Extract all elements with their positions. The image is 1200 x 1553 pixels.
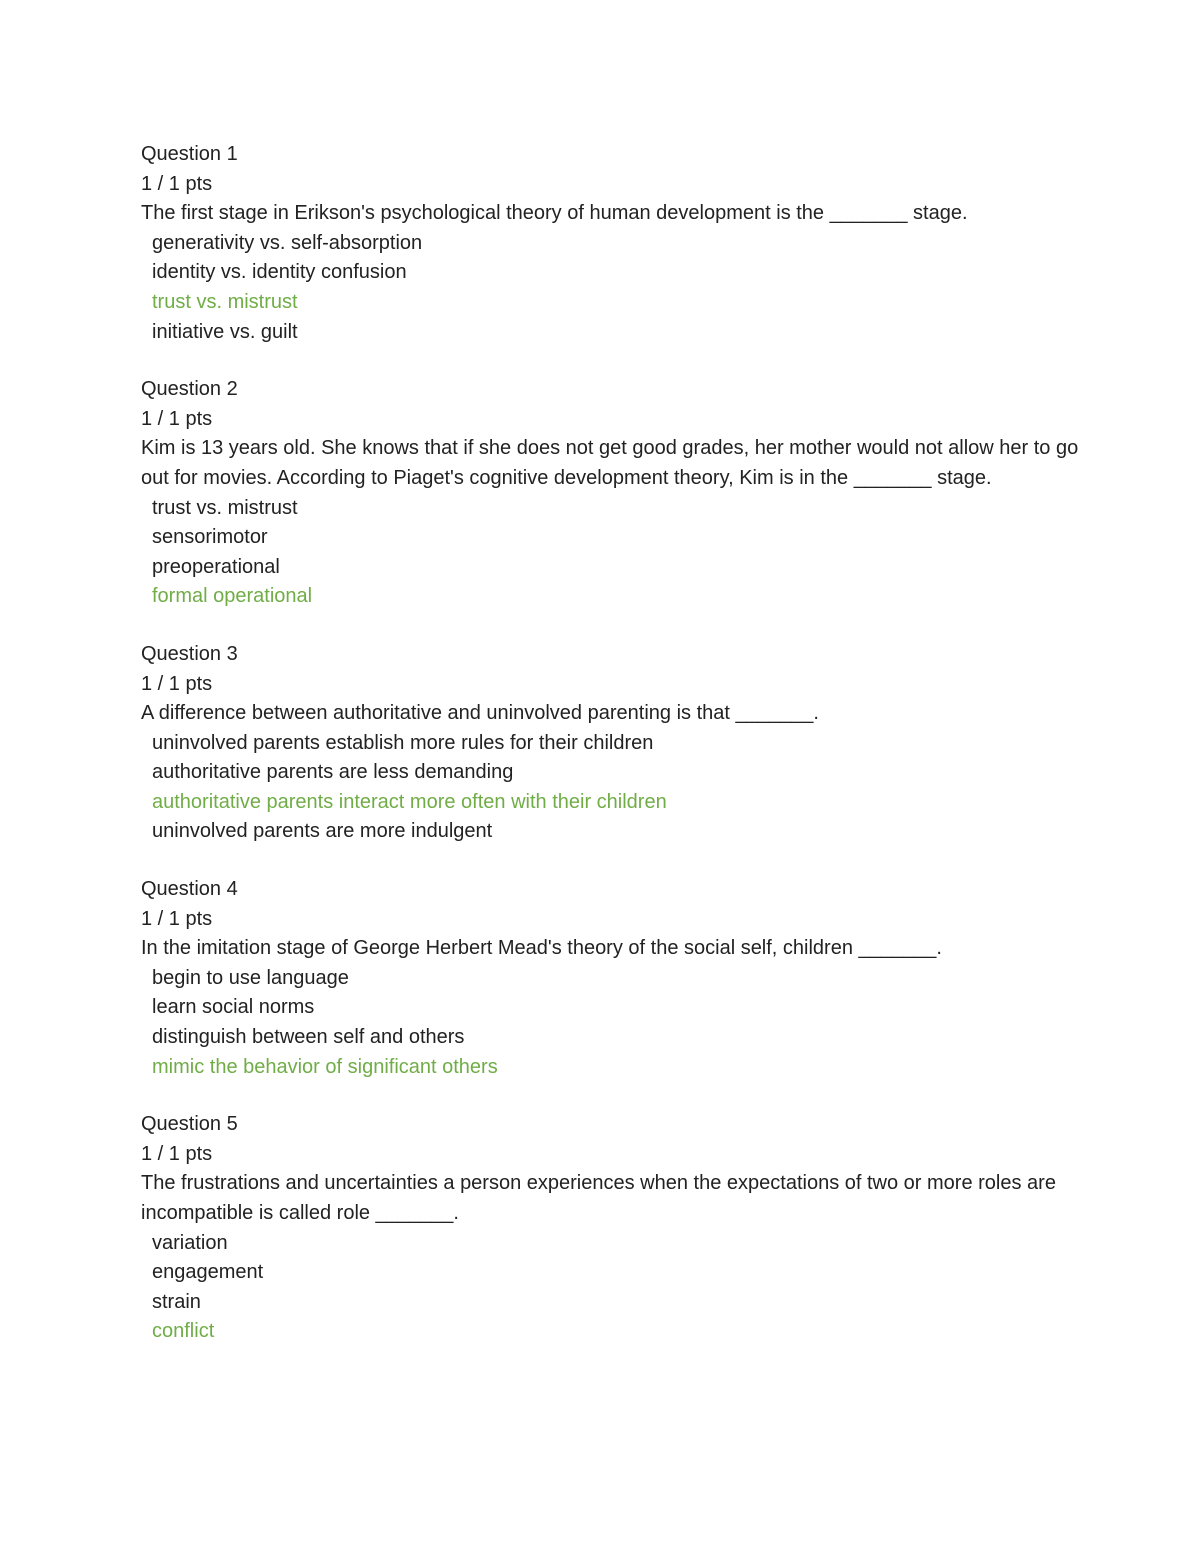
answer-option: initiative vs. guilt [152,320,298,343]
question-3 [141,640,1081,847]
question-title: Question 4 [141,878,238,901]
answer-option: sensorimotor [152,526,268,549]
question-5 [141,1110,1081,1347]
question-title: Question 5 [141,1113,238,1136]
correct-answer-option: authoritative parents interact more often with their children [152,790,667,813]
question-text: In the imitation stage of George Herbert Mead's theory of the social self, children _______. [141,937,942,960]
answer-options [141,964,1081,1082]
answer-options [141,1229,1081,1347]
question-2 [141,375,1084,612]
quiz-document [141,140,1084,1375]
question-title: Question 3 [141,642,238,665]
question-points: 1 / 1 pts [141,672,213,695]
answer-option: begin to use language [152,966,349,989]
answer-option: trust vs. mistrust [152,496,298,519]
answer-options [141,729,1081,847]
answer-option: authoritative parents are less demanding [152,761,514,784]
answer-options [141,229,1081,347]
question-text: Kim is 13 years old. She knows that if she does not get good grades, her mother would not allow her to go out for movies. According to Piaget's cognitive development theory, Kim is in the _______ stage. [141,437,1084,489]
question-points: 1 / 1 pts [141,407,213,430]
question-points: 1 / 1 pts [141,1142,213,1165]
question-text: The frustrations and uncertainties a person experiences when the expectations of two or more roles are incompatible is called role _______. [141,1172,1062,1224]
answer-option: learn social norms [152,996,315,1019]
answer-option: identity vs. identity confusion [152,261,407,284]
question-text: A difference between authoritative and uninvolved parenting is that _______. [141,702,819,725]
question-title: Question 2 [141,378,238,401]
correct-answer-option: trust vs. mistrust [152,290,298,313]
question-points: 1 / 1 pts [141,907,213,930]
answer-option: uninvolved parents are more indulgent [152,820,493,843]
answer-option: engagement [152,1261,264,1284]
correct-answer-option: conflict [152,1320,215,1343]
question-text: The first stage in Erikson's psychological theory of human development is the _______ stage. [141,202,968,225]
question-points: 1 / 1 pts [141,172,213,195]
answer-option: preoperational [152,555,280,578]
answer-option: distinguish between self and others [152,1026,465,1049]
answer-option: variation [152,1231,228,1254]
question-4 [141,875,1081,1082]
answer-option: strain [152,1290,201,1313]
correct-answer-option: formal operational [152,585,313,608]
correct-answer-option: mimic the behavior of significant others [152,1055,498,1078]
answer-option: uninvolved parents establish more rules for their children [152,731,654,754]
answer-option: generativity vs. self-absorption [152,231,423,254]
answer-options [141,494,1081,612]
question-1 [141,140,1081,347]
question-title: Question 1 [141,143,238,165]
